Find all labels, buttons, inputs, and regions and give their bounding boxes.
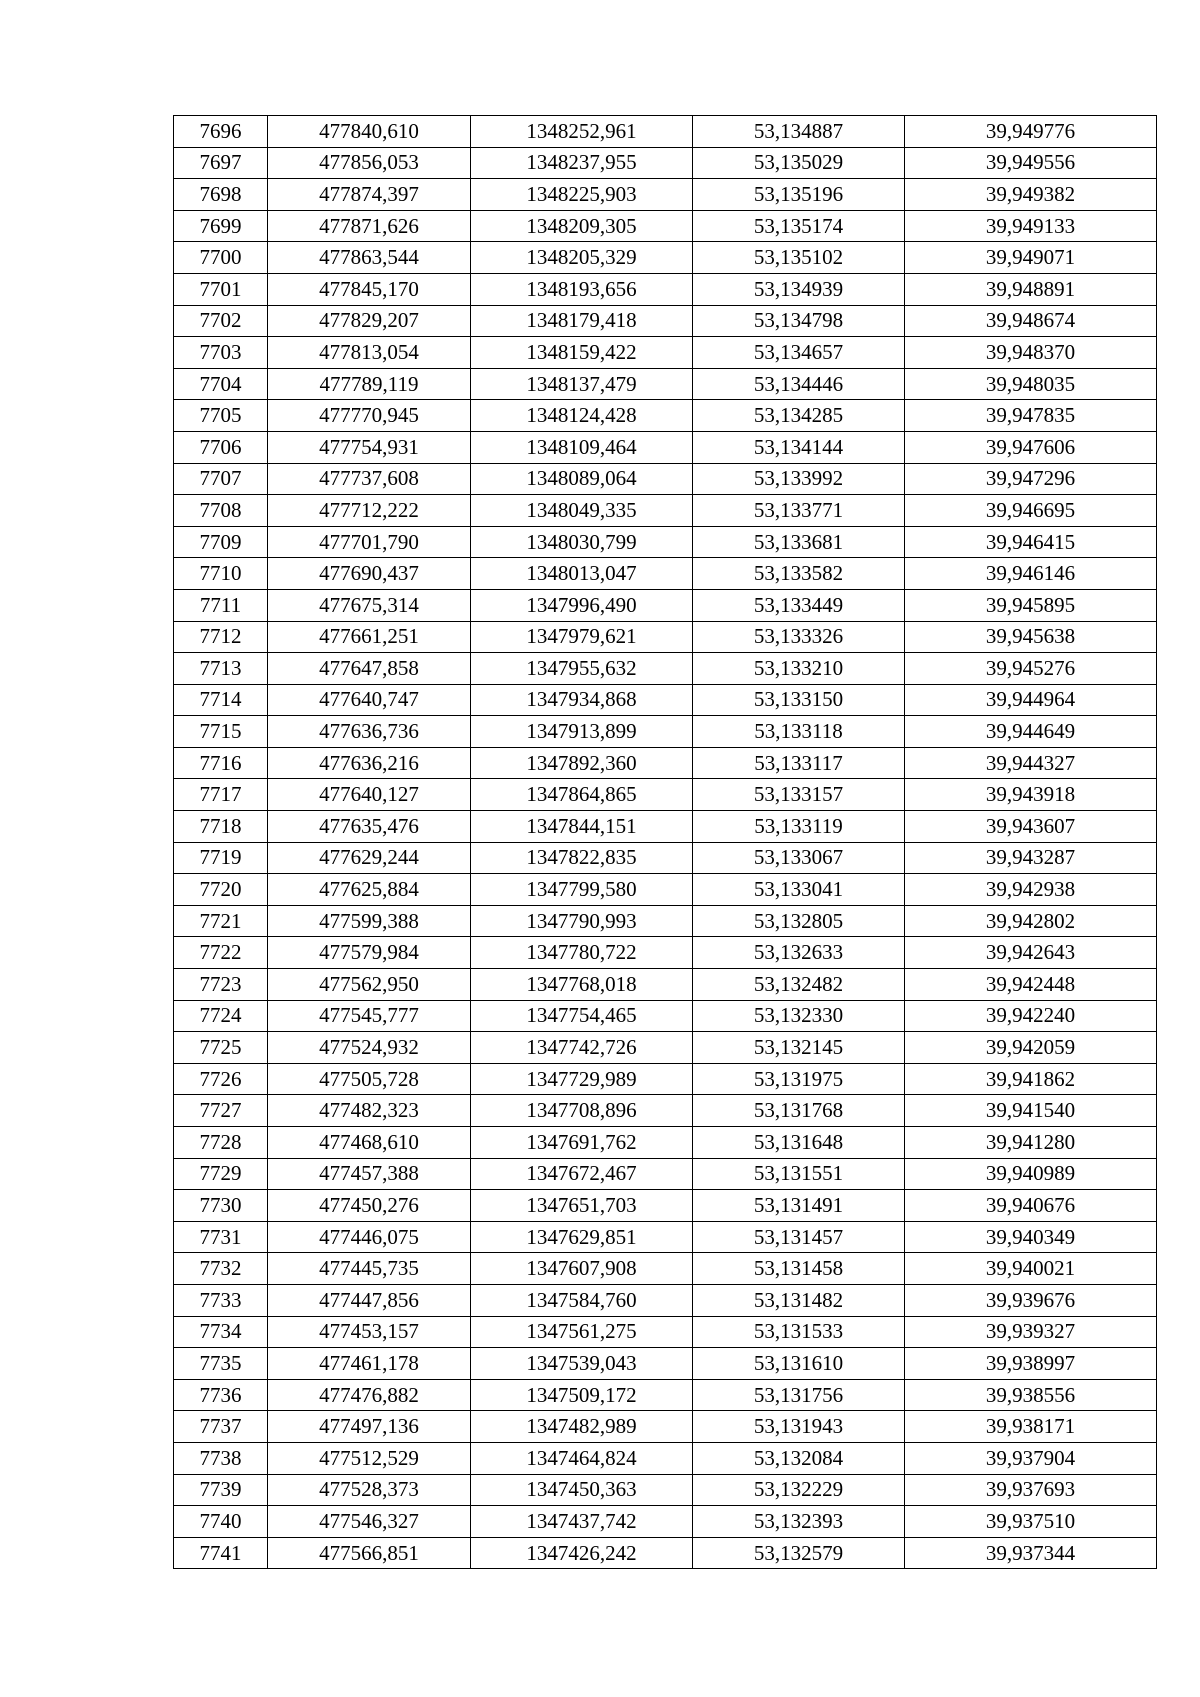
point-number-cell: 7739: [174, 1474, 268, 1506]
longitude-cell: 39,937904: [905, 1442, 1157, 1474]
x-coordinate-cell: 477524,932: [268, 1032, 471, 1064]
latitude-cell: 53,132579: [693, 1537, 905, 1569]
y-coordinate-cell: 1347426,242: [471, 1537, 693, 1569]
y-coordinate-cell: 1348225,903: [471, 179, 693, 211]
x-coordinate-cell: 477579,984: [268, 937, 471, 969]
y-coordinate-cell: 1347729,989: [471, 1063, 693, 1095]
latitude-cell: 53,133326: [693, 621, 905, 653]
latitude-cell: 53,133150: [693, 684, 905, 716]
table-row: [174, 905, 1157, 937]
point-number-cell: 7732: [174, 1253, 268, 1285]
longitude-cell: 39,945276: [905, 653, 1157, 685]
x-coordinate-cell: 477871,626: [268, 210, 471, 242]
y-coordinate-cell: 1347539,043: [471, 1348, 693, 1380]
latitude-cell: 53,133992: [693, 463, 905, 495]
y-coordinate-cell: 1347629,851: [471, 1221, 693, 1253]
y-coordinate-cell: 1347691,762: [471, 1127, 693, 1159]
x-coordinate-cell: 477566,851: [268, 1537, 471, 1569]
table-row: [174, 747, 1157, 779]
longitude-cell: 39,947835: [905, 400, 1157, 432]
longitude-cell: 39,942938: [905, 874, 1157, 906]
coordinates-table: [173, 115, 1157, 1569]
x-coordinate-cell: 477562,950: [268, 969, 471, 1001]
latitude-cell: 53,133771: [693, 495, 905, 527]
x-coordinate-cell: 477647,858: [268, 653, 471, 685]
point-number-cell: 7737: [174, 1411, 268, 1443]
latitude-cell: 53,135029: [693, 147, 905, 179]
table-row: [174, 242, 1157, 274]
y-coordinate-cell: 1347913,899: [471, 716, 693, 748]
y-coordinate-cell: 1347955,632: [471, 653, 693, 685]
latitude-cell: 53,132330: [693, 1000, 905, 1032]
latitude-cell: 53,133117: [693, 747, 905, 779]
longitude-cell: 39,940989: [905, 1158, 1157, 1190]
point-number-cell: 7697: [174, 147, 268, 179]
y-coordinate-cell: 1347979,621: [471, 621, 693, 653]
x-coordinate-cell: 477599,388: [268, 905, 471, 937]
table-row: [174, 1474, 1157, 1506]
y-coordinate-cell: 1348124,428: [471, 400, 693, 432]
y-coordinate-cell: 1347934,868: [471, 684, 693, 716]
y-coordinate-cell: 1347672,467: [471, 1158, 693, 1190]
longitude-cell: 39,947606: [905, 431, 1157, 463]
y-coordinate-cell: 1348109,464: [471, 431, 693, 463]
table-row: [174, 969, 1157, 1001]
longitude-cell: 39,939327: [905, 1316, 1157, 1348]
latitude-cell: 53,132229: [693, 1474, 905, 1506]
latitude-cell: 53,132145: [693, 1032, 905, 1064]
point-number-cell: 7738: [174, 1442, 268, 1474]
latitude-cell: 53,133041: [693, 874, 905, 906]
longitude-cell: 39,937344: [905, 1537, 1157, 1569]
x-coordinate-cell: 477629,244: [268, 842, 471, 874]
longitude-cell: 39,949556: [905, 147, 1157, 179]
longitude-cell: 39,943918: [905, 779, 1157, 811]
table-row: [174, 621, 1157, 653]
table-row: [174, 653, 1157, 685]
longitude-cell: 39,941540: [905, 1095, 1157, 1127]
point-number-cell: 7710: [174, 558, 268, 590]
y-coordinate-cell: 1347790,993: [471, 905, 693, 937]
latitude-cell: 53,134144: [693, 431, 905, 463]
longitude-cell: 39,944649: [905, 716, 1157, 748]
table-row: [174, 1506, 1157, 1538]
table-row: [174, 495, 1157, 527]
x-coordinate-cell: 477512,529: [268, 1442, 471, 1474]
y-coordinate-cell: 1347561,275: [471, 1316, 693, 1348]
table-row: [174, 1158, 1157, 1190]
x-coordinate-cell: 477635,476: [268, 811, 471, 843]
latitude-cell: 53,132084: [693, 1442, 905, 1474]
x-coordinate-cell: 477813,054: [268, 337, 471, 369]
point-number-cell: 7699: [174, 210, 268, 242]
latitude-cell: 53,133067: [693, 842, 905, 874]
table-row: [174, 716, 1157, 748]
y-coordinate-cell: 1347450,363: [471, 1474, 693, 1506]
longitude-cell: 39,948891: [905, 273, 1157, 305]
point-number-cell: 7712: [174, 621, 268, 653]
table-row: [174, 558, 1157, 590]
table-row: [174, 1000, 1157, 1032]
latitude-cell: 53,135174: [693, 210, 905, 242]
longitude-cell: 39,949071: [905, 242, 1157, 274]
latitude-cell: 53,132633: [693, 937, 905, 969]
longitude-cell: 39,947296: [905, 463, 1157, 495]
y-coordinate-cell: 1348205,329: [471, 242, 693, 274]
y-coordinate-cell: 1348030,799: [471, 526, 693, 558]
table-row: [174, 1348, 1157, 1380]
x-coordinate-cell: 477640,747: [268, 684, 471, 716]
latitude-cell: 53,134657: [693, 337, 905, 369]
latitude-cell: 53,131610: [693, 1348, 905, 1380]
longitude-cell: 39,937693: [905, 1474, 1157, 1506]
latitude-cell: 53,131458: [693, 1253, 905, 1285]
point-number-cell: 7709: [174, 526, 268, 558]
x-coordinate-cell: 477476,882: [268, 1379, 471, 1411]
point-number-cell: 7708: [174, 495, 268, 527]
table-row: [174, 779, 1157, 811]
latitude-cell: 53,131756: [693, 1379, 905, 1411]
point-number-cell: 7700: [174, 242, 268, 274]
latitude-cell: 53,131768: [693, 1095, 905, 1127]
longitude-cell: 39,942059: [905, 1032, 1157, 1064]
x-coordinate-cell: 477445,735: [268, 1253, 471, 1285]
point-number-cell: 7735: [174, 1348, 268, 1380]
point-number-cell: 7706: [174, 431, 268, 463]
table-row: [174, 1284, 1157, 1316]
longitude-cell: 39,942643: [905, 937, 1157, 969]
latitude-cell: 53,134798: [693, 305, 905, 337]
latitude-cell: 53,132482: [693, 969, 905, 1001]
longitude-cell: 39,944964: [905, 684, 1157, 716]
point-number-cell: 7721: [174, 905, 268, 937]
table-row: [174, 589, 1157, 621]
x-coordinate-cell: 477457,388: [268, 1158, 471, 1190]
point-number-cell: 7730: [174, 1190, 268, 1222]
y-coordinate-cell: 1347742,726: [471, 1032, 693, 1064]
y-coordinate-cell: 1347708,896: [471, 1095, 693, 1127]
y-coordinate-cell: 1348089,064: [471, 463, 693, 495]
table-row: [174, 179, 1157, 211]
x-coordinate-cell: 477546,327: [268, 1506, 471, 1538]
point-number-cell: 7724: [174, 1000, 268, 1032]
longitude-cell: 39,946695: [905, 495, 1157, 527]
point-number-cell: 7733: [174, 1284, 268, 1316]
y-coordinate-cell: 1347437,742: [471, 1506, 693, 1538]
longitude-cell: 39,949382: [905, 179, 1157, 211]
latitude-cell: 53,133210: [693, 653, 905, 685]
point-number-cell: 7734: [174, 1316, 268, 1348]
latitude-cell: 53,131457: [693, 1221, 905, 1253]
table-row: [174, 400, 1157, 432]
y-coordinate-cell: 1347482,989: [471, 1411, 693, 1443]
coordinates-table-body: [174, 116, 1157, 1569]
point-number-cell: 7722: [174, 937, 268, 969]
y-coordinate-cell: 1347799,580: [471, 874, 693, 906]
x-coordinate-cell: 477446,075: [268, 1221, 471, 1253]
table-row: [174, 526, 1157, 558]
x-coordinate-cell: 477545,777: [268, 1000, 471, 1032]
x-coordinate-cell: 477482,323: [268, 1095, 471, 1127]
table-row: [174, 210, 1157, 242]
point-number-cell: 7736: [174, 1379, 268, 1411]
table-row: [174, 1379, 1157, 1411]
x-coordinate-cell: 477505,728: [268, 1063, 471, 1095]
x-coordinate-cell: 477468,610: [268, 1127, 471, 1159]
y-coordinate-cell: 1347607,908: [471, 1253, 693, 1285]
latitude-cell: 53,131482: [693, 1284, 905, 1316]
table-row: [174, 273, 1157, 305]
x-coordinate-cell: 477845,170: [268, 273, 471, 305]
latitude-cell: 53,132393: [693, 1506, 905, 1538]
point-number-cell: 7707: [174, 463, 268, 495]
x-coordinate-cell: 477856,053: [268, 147, 471, 179]
y-coordinate-cell: 1347509,172: [471, 1379, 693, 1411]
x-coordinate-cell: 477461,178: [268, 1348, 471, 1380]
x-coordinate-cell: 477453,157: [268, 1316, 471, 1348]
longitude-cell: 39,946415: [905, 526, 1157, 558]
longitude-cell: 39,942240: [905, 1000, 1157, 1032]
x-coordinate-cell: 477874,397: [268, 179, 471, 211]
point-number-cell: 7726: [174, 1063, 268, 1095]
latitude-cell: 53,131975: [693, 1063, 905, 1095]
longitude-cell: 39,942448: [905, 969, 1157, 1001]
table-row: [174, 147, 1157, 179]
latitude-cell: 53,131491: [693, 1190, 905, 1222]
point-number-cell: 7741: [174, 1537, 268, 1569]
point-number-cell: 7729: [174, 1158, 268, 1190]
longitude-cell: 39,948035: [905, 368, 1157, 400]
longitude-cell: 39,941280: [905, 1127, 1157, 1159]
y-coordinate-cell: 1347822,835: [471, 842, 693, 874]
latitude-cell: 53,133118: [693, 716, 905, 748]
x-coordinate-cell: 477754,931: [268, 431, 471, 463]
longitude-cell: 39,940349: [905, 1221, 1157, 1253]
y-coordinate-cell: 1347464,824: [471, 1442, 693, 1474]
longitude-cell: 39,943287: [905, 842, 1157, 874]
y-coordinate-cell: 1348179,418: [471, 305, 693, 337]
point-number-cell: 7720: [174, 874, 268, 906]
table-row: [174, 1063, 1157, 1095]
longitude-cell: 39,948370: [905, 337, 1157, 369]
x-coordinate-cell: 477737,608: [268, 463, 471, 495]
point-number-cell: 7728: [174, 1127, 268, 1159]
latitude-cell: 53,134887: [693, 116, 905, 148]
x-coordinate-cell: 477829,207: [268, 305, 471, 337]
table-row: [174, 1442, 1157, 1474]
y-coordinate-cell: 1347996,490: [471, 589, 693, 621]
y-coordinate-cell: 1347651,703: [471, 1190, 693, 1222]
latitude-cell: 53,133582: [693, 558, 905, 590]
longitude-cell: 39,944327: [905, 747, 1157, 779]
longitude-cell: 39,937510: [905, 1506, 1157, 1538]
x-coordinate-cell: 477625,884: [268, 874, 471, 906]
longitude-cell: 39,949133: [905, 210, 1157, 242]
point-number-cell: 7716: [174, 747, 268, 779]
y-coordinate-cell: 1348049,335: [471, 495, 693, 527]
y-coordinate-cell: 1347768,018: [471, 969, 693, 1001]
latitude-cell: 53,134939: [693, 273, 905, 305]
latitude-cell: 53,131943: [693, 1411, 905, 1443]
longitude-cell: 39,943607: [905, 811, 1157, 843]
point-number-cell: 7703: [174, 337, 268, 369]
point-number-cell: 7705: [174, 400, 268, 432]
x-coordinate-cell: 477661,251: [268, 621, 471, 653]
point-number-cell: 7715: [174, 716, 268, 748]
point-number-cell: 7698: [174, 179, 268, 211]
y-coordinate-cell: 1347754,465: [471, 1000, 693, 1032]
y-coordinate-cell: 1347864,865: [471, 779, 693, 811]
point-number-cell: 7702: [174, 305, 268, 337]
longitude-cell: 39,945638: [905, 621, 1157, 653]
longitude-cell: 39,945895: [905, 589, 1157, 621]
longitude-cell: 39,946146: [905, 558, 1157, 590]
table-row: [174, 811, 1157, 843]
y-coordinate-cell: 1348159,422: [471, 337, 693, 369]
point-number-cell: 7723: [174, 969, 268, 1001]
latitude-cell: 53,133681: [693, 526, 905, 558]
x-coordinate-cell: 477497,136: [268, 1411, 471, 1443]
point-number-cell: 7701: [174, 273, 268, 305]
table-row: [174, 1095, 1157, 1127]
x-coordinate-cell: 477450,276: [268, 1190, 471, 1222]
longitude-cell: 39,941862: [905, 1063, 1157, 1095]
y-coordinate-cell: 1348013,047: [471, 558, 693, 590]
table-row: [174, 1032, 1157, 1064]
y-coordinate-cell: 1347780,722: [471, 937, 693, 969]
longitude-cell: 39,938997: [905, 1348, 1157, 1380]
point-number-cell: 7717: [174, 779, 268, 811]
y-coordinate-cell: 1348137,479: [471, 368, 693, 400]
y-coordinate-cell: 1348237,955: [471, 147, 693, 179]
latitude-cell: 53,133157: [693, 779, 905, 811]
longitude-cell: 39,938171: [905, 1411, 1157, 1443]
table-row: [174, 842, 1157, 874]
table-row: [174, 1127, 1157, 1159]
point-number-cell: 7718: [174, 811, 268, 843]
table-row: [174, 337, 1157, 369]
y-coordinate-cell: 1347892,360: [471, 747, 693, 779]
point-number-cell: 7731: [174, 1221, 268, 1253]
point-number-cell: 7719: [174, 842, 268, 874]
latitude-cell: 53,131533: [693, 1316, 905, 1348]
table-row: [174, 116, 1157, 148]
x-coordinate-cell: 477640,127: [268, 779, 471, 811]
x-coordinate-cell: 477840,610: [268, 116, 471, 148]
latitude-cell: 53,133119: [693, 811, 905, 843]
longitude-cell: 39,940021: [905, 1253, 1157, 1285]
latitude-cell: 53,131648: [693, 1127, 905, 1159]
longitude-cell: 39,948674: [905, 305, 1157, 337]
x-coordinate-cell: 477712,222: [268, 495, 471, 527]
latitude-cell: 53,135196: [693, 179, 905, 211]
latitude-cell: 53,132805: [693, 905, 905, 937]
y-coordinate-cell: 1347844,151: [471, 811, 693, 843]
x-coordinate-cell: 477770,945: [268, 400, 471, 432]
x-coordinate-cell: 477863,544: [268, 242, 471, 274]
table-row: [174, 431, 1157, 463]
table-row: [174, 684, 1157, 716]
point-number-cell: 7696: [174, 116, 268, 148]
latitude-cell: 53,134446: [693, 368, 905, 400]
point-number-cell: 7725: [174, 1032, 268, 1064]
table-row: [174, 1316, 1157, 1348]
x-coordinate-cell: 477701,790: [268, 526, 471, 558]
longitude-cell: 39,940676: [905, 1190, 1157, 1222]
latitude-cell: 53,133449: [693, 589, 905, 621]
table-row: [174, 1537, 1157, 1569]
table-row: [174, 874, 1157, 906]
longitude-cell: 39,939676: [905, 1284, 1157, 1316]
table-row: [174, 1190, 1157, 1222]
latitude-cell: 53,135102: [693, 242, 905, 274]
point-number-cell: 7704: [174, 368, 268, 400]
table-row: [174, 1411, 1157, 1443]
y-coordinate-cell: 1348209,305: [471, 210, 693, 242]
table-row: [174, 1253, 1157, 1285]
longitude-cell: 39,942802: [905, 905, 1157, 937]
x-coordinate-cell: 477636,736: [268, 716, 471, 748]
y-coordinate-cell: 1347584,760: [471, 1284, 693, 1316]
x-coordinate-cell: 477690,437: [268, 558, 471, 590]
x-coordinate-cell: 477528,373: [268, 1474, 471, 1506]
point-number-cell: 7714: [174, 684, 268, 716]
point-number-cell: 7713: [174, 653, 268, 685]
latitude-cell: 53,134285: [693, 400, 905, 432]
latitude-cell: 53,131551: [693, 1158, 905, 1190]
point-number-cell: 7727: [174, 1095, 268, 1127]
table-row: [174, 937, 1157, 969]
table-row: [174, 368, 1157, 400]
point-number-cell: 7740: [174, 1506, 268, 1538]
y-coordinate-cell: 1348252,961: [471, 116, 693, 148]
longitude-cell: 39,938556: [905, 1379, 1157, 1411]
table-row: [174, 305, 1157, 337]
point-number-cell: 7711: [174, 589, 268, 621]
table-row: [174, 463, 1157, 495]
x-coordinate-cell: 477789,119: [268, 368, 471, 400]
x-coordinate-cell: 477636,216: [268, 747, 471, 779]
x-coordinate-cell: 477675,314: [268, 589, 471, 621]
x-coordinate-cell: 477447,856: [268, 1284, 471, 1316]
y-coordinate-cell: 1348193,656: [471, 273, 693, 305]
longitude-cell: 39,949776: [905, 116, 1157, 148]
table-row: [174, 1221, 1157, 1253]
